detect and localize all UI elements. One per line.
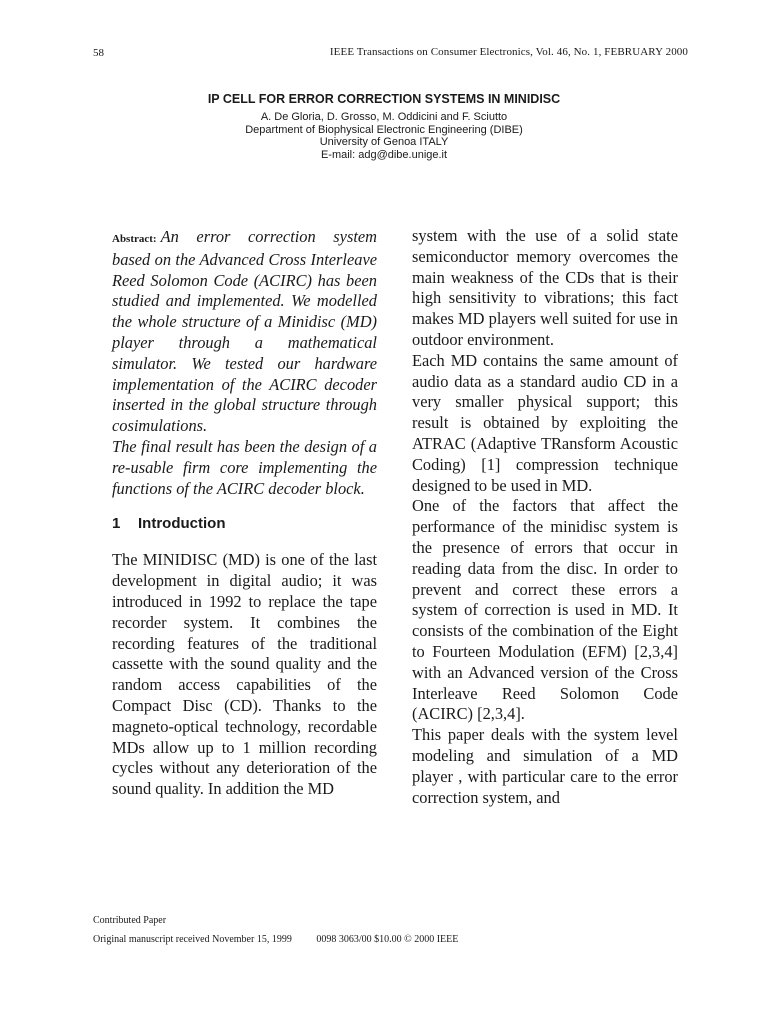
journal-header: IEEE Transactions on Consumer Electronics, Vol. 46, No. 1, FEBRUARY 2000 — [329, 46, 688, 58]
right-column — [412, 226, 678, 808]
intro-paragraph: The MINIDISC (MD) is one of the last development in digital audio; it was introduced in 1992 to replace the tape recorder system. It combines the recording features of the traditional cassette with the sound quality and the random access capabilities of the Compact Disc (CD). Thanks to the magneto-optical technology, recordable MDs allow up to 1 million recording cycles without any deterioration of the sound quality. In addition the MD — [112, 550, 377, 799]
contributed-paper-note: Contributed Paper — [93, 915, 167, 926]
right-paragraph-4: This paper deals with the system level modeling and simulation of a MD player , with particular care to the error correction system, and — [412, 725, 678, 807]
section-number: 1 — [112, 515, 121, 533]
right-paragraph-3: One of the factors that affect the performance of the minidisc system is the presence of errors that occur in reading data from the disc. In order to prevent and correct these errors a system of correction is used in MD. It consists of the combination of the Eight to Fourteen Modulation (EFM) [2,3,4] with an Advanced version of the Cross Interleave Reed Solomon Code (ACIRC) [2,3,4]. — [412, 496, 678, 724]
left-column — [112, 227, 377, 800]
abstract-paragraph-1 — [112, 227, 377, 437]
abstract-paragraph-2: The final result has been the design of a re-usable firm core implementing the functions of the ACIRC decoder block. — [112, 436, 377, 498]
abstract — [112, 227, 377, 499]
author-block — [0, 111, 768, 161]
footer — [93, 911, 458, 949]
author-email: E-mail: adg@dibe.unige.it — [320, 148, 448, 161]
copyright-notice: 0098 3063/00 $10.00 © 2000 IEEE — [316, 934, 459, 945]
author-university: University of Genoa ITALY — [319, 136, 449, 148]
paper-title: IP CELL FOR ERROR CORRECTION SYSTEMS IN MINIDISC — [207, 92, 561, 106]
section-heading — [112, 515, 377, 532]
section-title: Introduction — [138, 515, 226, 533]
page-number: 58 — [93, 47, 104, 59]
author-department: Department of Biophysical Electronic Engineering (DIBE) — [245, 123, 523, 136]
right-paragraph-2: Each MD contains the same amount of audio data as a standard audio CD in a very smaller physical support; this result is obtained by exploiting the ATRAC (Adaptive TRansform Acoustic Coding) [1] compression technique designed to be used in MD. — [412, 350, 678, 495]
manuscript-date: Original manuscript received November 15, 1999 — [93, 934, 292, 945]
manuscript-line — [93, 930, 458, 949]
abstract-label: Abstract: — [112, 233, 157, 245]
abstract-text-1: An error correction system based on the Advanced Cross Interleave Reed Solomon Code (ACIRC) has been studied and implemented. We modelled the whole structure of a Minidisc (MD) player through a mathematical simulator. We tested our hardware implementation of the ACIRC decoder inserted in the global structure through cosimulations. — [112, 227, 377, 436]
author-names: A. De Gloria, D. Grosso, M. Oddicini and F. Sciutto — [260, 111, 508, 123]
right-paragraph-1: system with the use of a solid state semiconductor memory overcomes the main weakness of the CDs that is their high sensitivity to vibrations; this fact makes MD players well suited for use in outdoor environment. — [412, 226, 678, 349]
